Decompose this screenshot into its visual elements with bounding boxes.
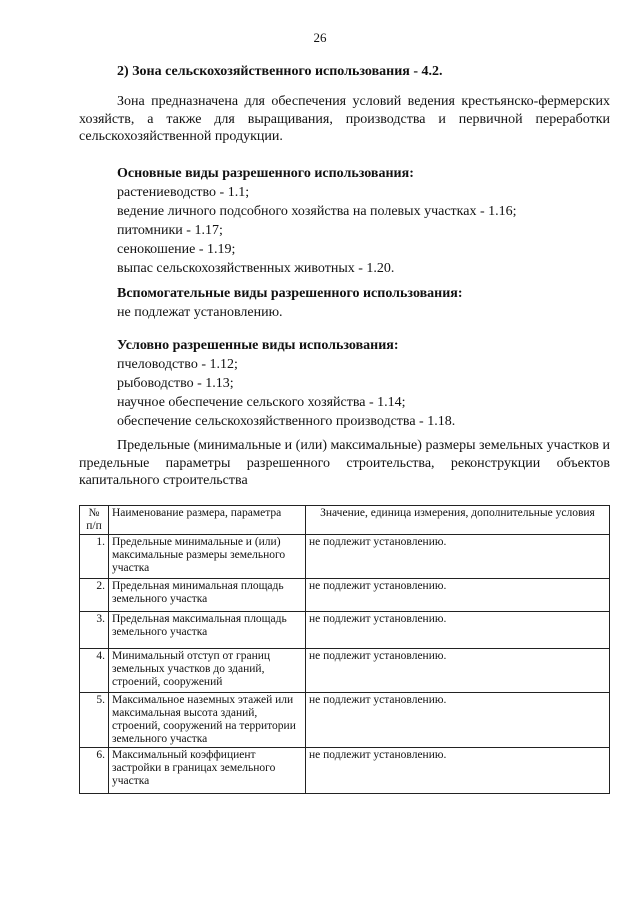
main-uses-section [117,164,610,278]
table-row [80,649,610,693]
table-row [80,535,610,579]
conditional-uses-heading: Условно разрешенные виды использования: [117,338,399,353]
main-use-item: растениеводство - 1.1; [117,185,250,200]
auxiliary-uses-heading: Вспомогательные виды разрешенного использования: [117,286,463,301]
main-use-item: питомники - 1.17; [117,223,223,238]
table-row [80,693,610,748]
conditional-use-item: рыбоводство - 1.13; [117,376,234,391]
row-parameter-name: Предельные минимальные и (или) максимальные размеры земельного участка [109,535,306,579]
header-value: Значение, единица измерения, дополнительные условия [306,506,610,535]
main-use-item: сенокошение - 1.19; [117,242,236,257]
conditional-uses-section [117,336,610,431]
limits-paragraph: Предельные (минимальные и (или) максимальные) размеры земельных участков и предельные параметры разрешенного строительства, реконструкции объектов капитального строительства [79,438,610,488]
table-row [80,748,610,794]
row-parameter-name: Максимальный коэффициент застройки в границах земельного участка [109,748,306,794]
row-value: не подлежит установлению. [306,748,610,794]
row-number: 4. [80,649,109,693]
row-parameter-name: Максимальное наземных этажей или максимальная высота зданий, строений, сооружений на территории земельного участка [109,693,306,748]
row-parameter-name: Предельная максимальная площадь земельного участка [109,612,306,649]
table-row [80,612,610,649]
conditional-use-item: пчеловодство - 1.12; [117,357,238,372]
auxiliary-uses-section [117,284,610,322]
header-parameter-name: Наименование размера, параметра [109,506,306,535]
table-row [80,579,610,612]
row-value: не подлежит установлению. [306,535,610,579]
main-uses-heading: Основные виды разрешенного использования: [117,166,414,181]
row-number: 5. [80,693,109,748]
conditional-use-item: обеспечение сельскохозяйственного производства - 1.18. [117,414,456,429]
section-title: 2) Зона сельскохозяйственного использования - 4.2. [117,64,443,79]
row-parameter-name: Минимальный отступ от границ земельных участков до зданий, строений, сооружений [109,649,306,693]
zone-description: Зона предназначена для обеспечения условий ведения крестьянско-фермерских хозяйств, а также для выращивания, производства и первичной переработки сельскохозяйственной продукции. [79,94,610,144]
header-number: № п/п [80,506,109,535]
main-use-item: выпас сельскохозяйственных животных - 1.20. [117,261,395,276]
conditional-use-item: научное обеспечение сельского хозяйства - 1.14; [117,395,406,410]
row-number: 1. [80,535,109,579]
row-value: не подлежит установлению. [306,612,610,649]
row-number: 2. [80,579,109,612]
row-parameter-name: Предельная минимальная площадь земельного участка [109,579,306,612]
main-use-item: ведение личного подсобного хозяйства на полевых участках - 1.16; [117,204,517,219]
row-value: не подлежит установлению. [306,649,610,693]
row-number: 6. [80,748,109,794]
parameters-table [79,505,610,794]
auxiliary-use-item: не подлежат установлению. [117,305,283,320]
row-value: не подлежит установлению. [306,579,610,612]
table-header-row [80,506,610,535]
page-number: 26 [313,30,327,45]
row-number: 3. [80,612,109,649]
row-value: не подлежит установлению. [306,693,610,748]
